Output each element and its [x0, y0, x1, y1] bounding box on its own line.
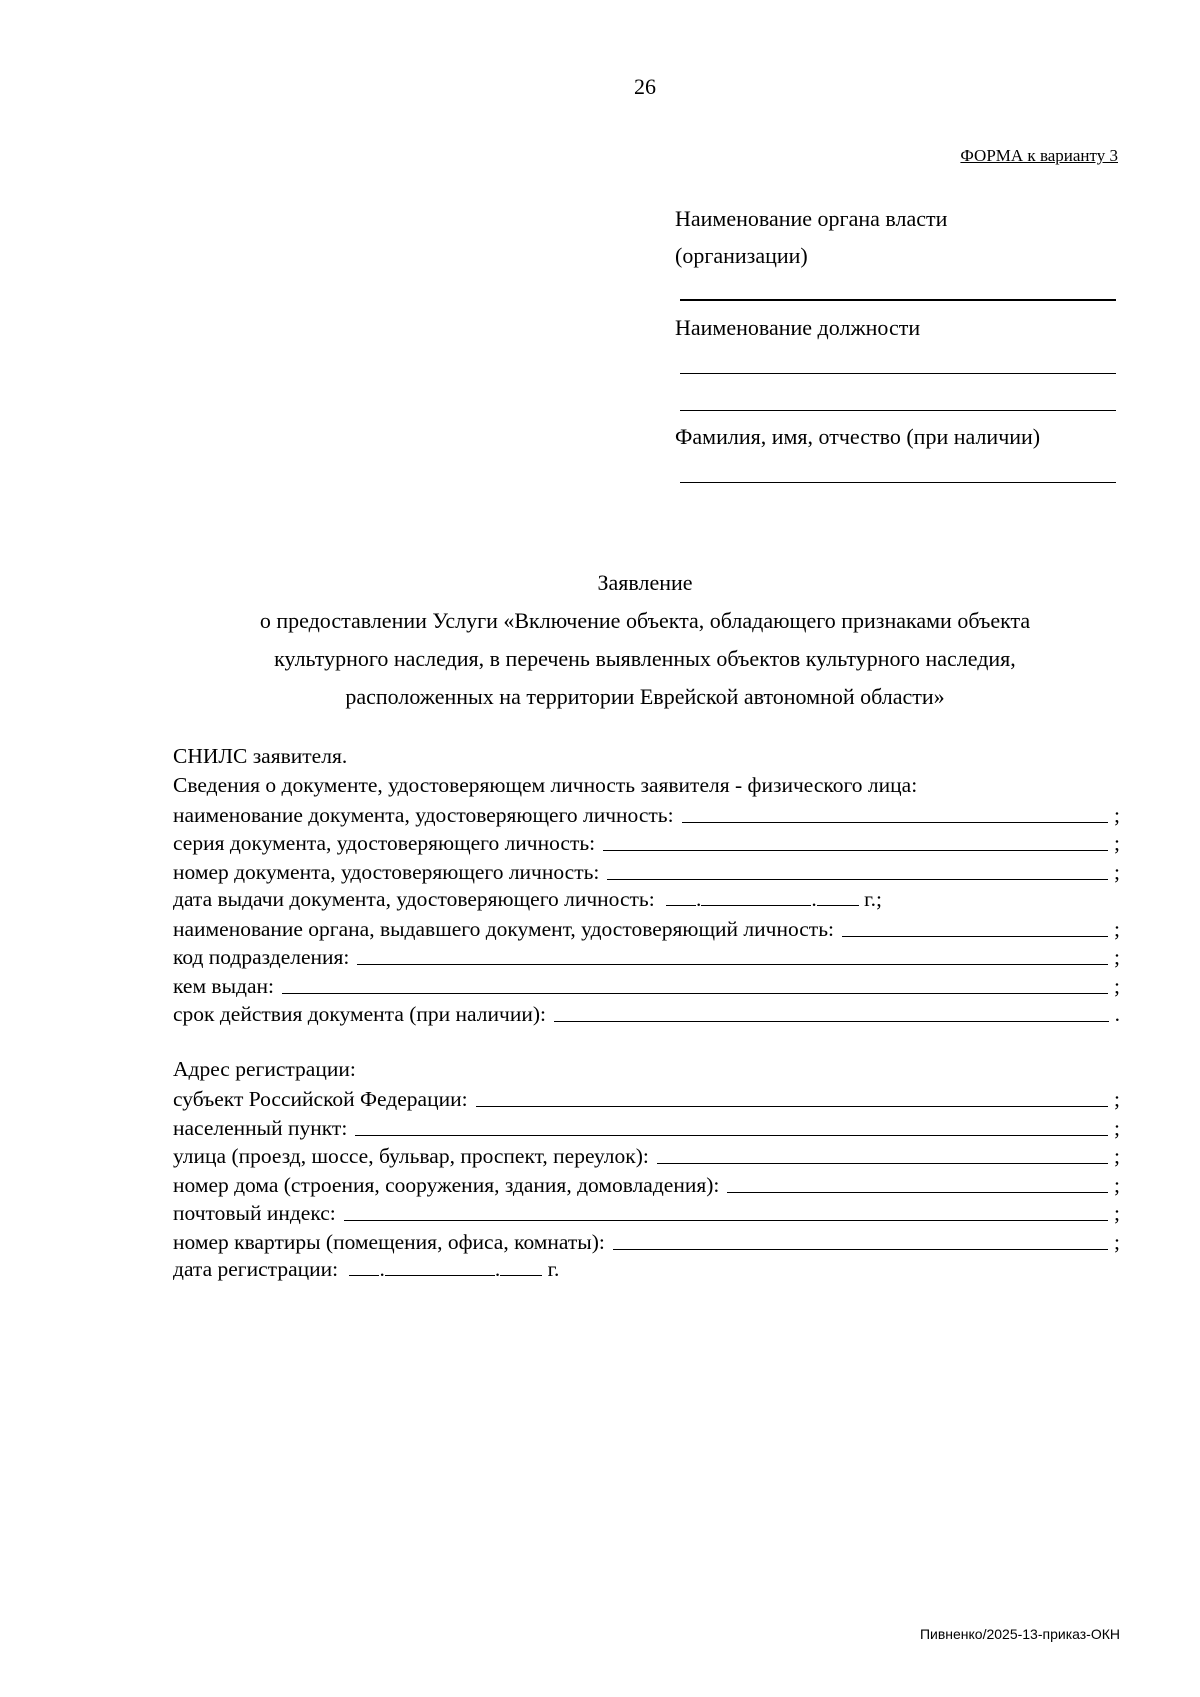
semicolon: ;: [1114, 802, 1120, 827]
region-row: [173, 1084, 1120, 1113]
division-code-label: код подразделения:: [173, 945, 350, 969]
doc-name-label: наименование документа, удостоверяющего личность:: [173, 802, 674, 827]
validity-row: [173, 999, 1120, 1028]
house-row: [173, 1169, 1120, 1198]
addressee-authority: [675, 200, 1120, 274]
validity-input[interactable]: [554, 1021, 1109, 1022]
doc-number-row: [173, 856, 1120, 885]
doc-series-input[interactable]: [603, 850, 1108, 851]
issued-by-row: [173, 970, 1120, 999]
semicolon: ;: [1114, 916, 1120, 941]
semicolon: ;: [1114, 973, 1120, 998]
region-input[interactable]: [476, 1106, 1108, 1107]
doc-number-label: номер документа, удостоверяющего личность:: [173, 859, 600, 884]
issue-month-input[interactable]: [701, 885, 811, 906]
page-number: 26: [634, 74, 656, 99]
apartment-input[interactable]: [613, 1249, 1108, 1250]
section-gap: [173, 1027, 1120, 1055]
issue-date-label: дата выдачи документа, удостоверяющего личность:: [173, 886, 655, 911]
form-label: ФОРМА к варианту 3: [960, 146, 1118, 165]
form-fields: [173, 742, 1120, 1283]
addressee-full-name: Фамилия, имя, отчество (при наличии): [675, 424, 1041, 449]
date-dot: .: [379, 1256, 385, 1281]
date-dot: .: [696, 886, 702, 911]
semicolon: ;: [1114, 1172, 1120, 1197]
title-line-2: культурного наследия, в перечень выявленных объектов культурного наследия,: [274, 646, 1016, 671]
period: .: [1114, 1002, 1120, 1026]
apartment-label: номер квартиры (помещения, офиса, комнаты):: [173, 1229, 605, 1254]
semicolon: ;: [1114, 1201, 1120, 1225]
doc-number-input[interactable]: [607, 879, 1108, 880]
issue-date-row: [173, 885, 1120, 914]
house-label: номер дома (строения, сооружения, здания, домовладения):: [173, 1172, 720, 1197]
issue-year-input[interactable]: [817, 885, 859, 906]
issue-day-input[interactable]: [666, 885, 696, 906]
registration-date-row: [173, 1255, 1120, 1284]
postal-code-input[interactable]: [344, 1220, 1108, 1221]
position-blank-line-1[interactable]: [680, 373, 1116, 374]
division-code-row: [173, 942, 1120, 971]
snils-line: СНИЛС заявителя.: [173, 744, 348, 768]
reg-year-input[interactable]: [500, 1255, 542, 1276]
reg-day-input[interactable]: [349, 1255, 379, 1276]
doc-info-line: Сведения о документе, удостоверяющем личность заявителя - физического лица:: [173, 772, 918, 797]
locality-label: населенный пункт:: [173, 1115, 348, 1140]
date-dot: .: [494, 1256, 501, 1281]
street-row: [173, 1141, 1120, 1170]
locality-input[interactable]: [355, 1135, 1108, 1136]
year-suffix: г.;: [864, 886, 882, 911]
postal-code-row: [173, 1198, 1120, 1227]
document-title: [160, 564, 1130, 716]
semicolon: ;: [1114, 1087, 1120, 1111]
issued-by-input[interactable]: [282, 993, 1108, 994]
title-line-1: о предоставлении Услуги «Включение объекта, обладающего признаками объекта: [259, 608, 1031, 633]
year-suffix: г.: [547, 1256, 560, 1281]
doc-name-row: [173, 799, 1120, 828]
street-label: улица (проезд, шоссе, бульвар, проспект, переулок):: [173, 1144, 649, 1168]
semicolon: ;: [1114, 831, 1120, 855]
semicolon: ;: [1114, 1115, 1120, 1140]
issuer-name-label: наименование органа, выдавшего документ, удостоверяющий личность:: [173, 916, 834, 941]
semicolon: ;: [1114, 945, 1120, 969]
region-label: субъект Российской Федерации:: [173, 1087, 468, 1111]
registration-heading: Адрес регистрации:: [173, 1057, 356, 1081]
authority-line1: Наименование органа власти: [675, 206, 948, 231]
postal-code-label: почтовый индекс:: [173, 1201, 336, 1225]
title-heading: Заявление: [597, 570, 693, 595]
issued-by-label: кем выдан:: [173, 973, 274, 998]
semicolon: ;: [1114, 1144, 1120, 1168]
doc-series-row: [173, 828, 1120, 857]
addressee-position: Наименование должности: [675, 315, 921, 340]
registration-date-label: дата регистрации:: [173, 1256, 339, 1281]
semicolon: ;: [1114, 1229, 1120, 1254]
full-name-blank-line[interactable]: [680, 482, 1116, 483]
date-dot: .: [811, 886, 817, 911]
issuer-name-row: [173, 913, 1120, 942]
footer-doc-id: Пивненко/2025-13-приказ-ОКН: [919, 1626, 1120, 1642]
authority-blank-line[interactable]: [680, 299, 1116, 301]
issuer-name-input[interactable]: [842, 936, 1108, 937]
semicolon: ;: [1114, 859, 1120, 884]
position-blank-line-2[interactable]: [680, 410, 1116, 411]
doc-name-input[interactable]: [682, 822, 1108, 823]
title-line-3: расположенных на территории Еврейской автономной области»: [345, 684, 945, 709]
authority-line2: (организации): [675, 243, 808, 268]
street-input[interactable]: [657, 1163, 1108, 1164]
locality-row: [173, 1112, 1120, 1141]
division-code-input[interactable]: [357, 964, 1108, 965]
house-input[interactable]: [727, 1192, 1108, 1193]
validity-label: срок действия документа (при наличии):: [173, 1002, 546, 1026]
reg-month-input[interactable]: [385, 1255, 495, 1276]
apartment-row: [173, 1226, 1120, 1255]
doc-series-label: серия документа, удостоверяющего личность:: [173, 831, 596, 855]
